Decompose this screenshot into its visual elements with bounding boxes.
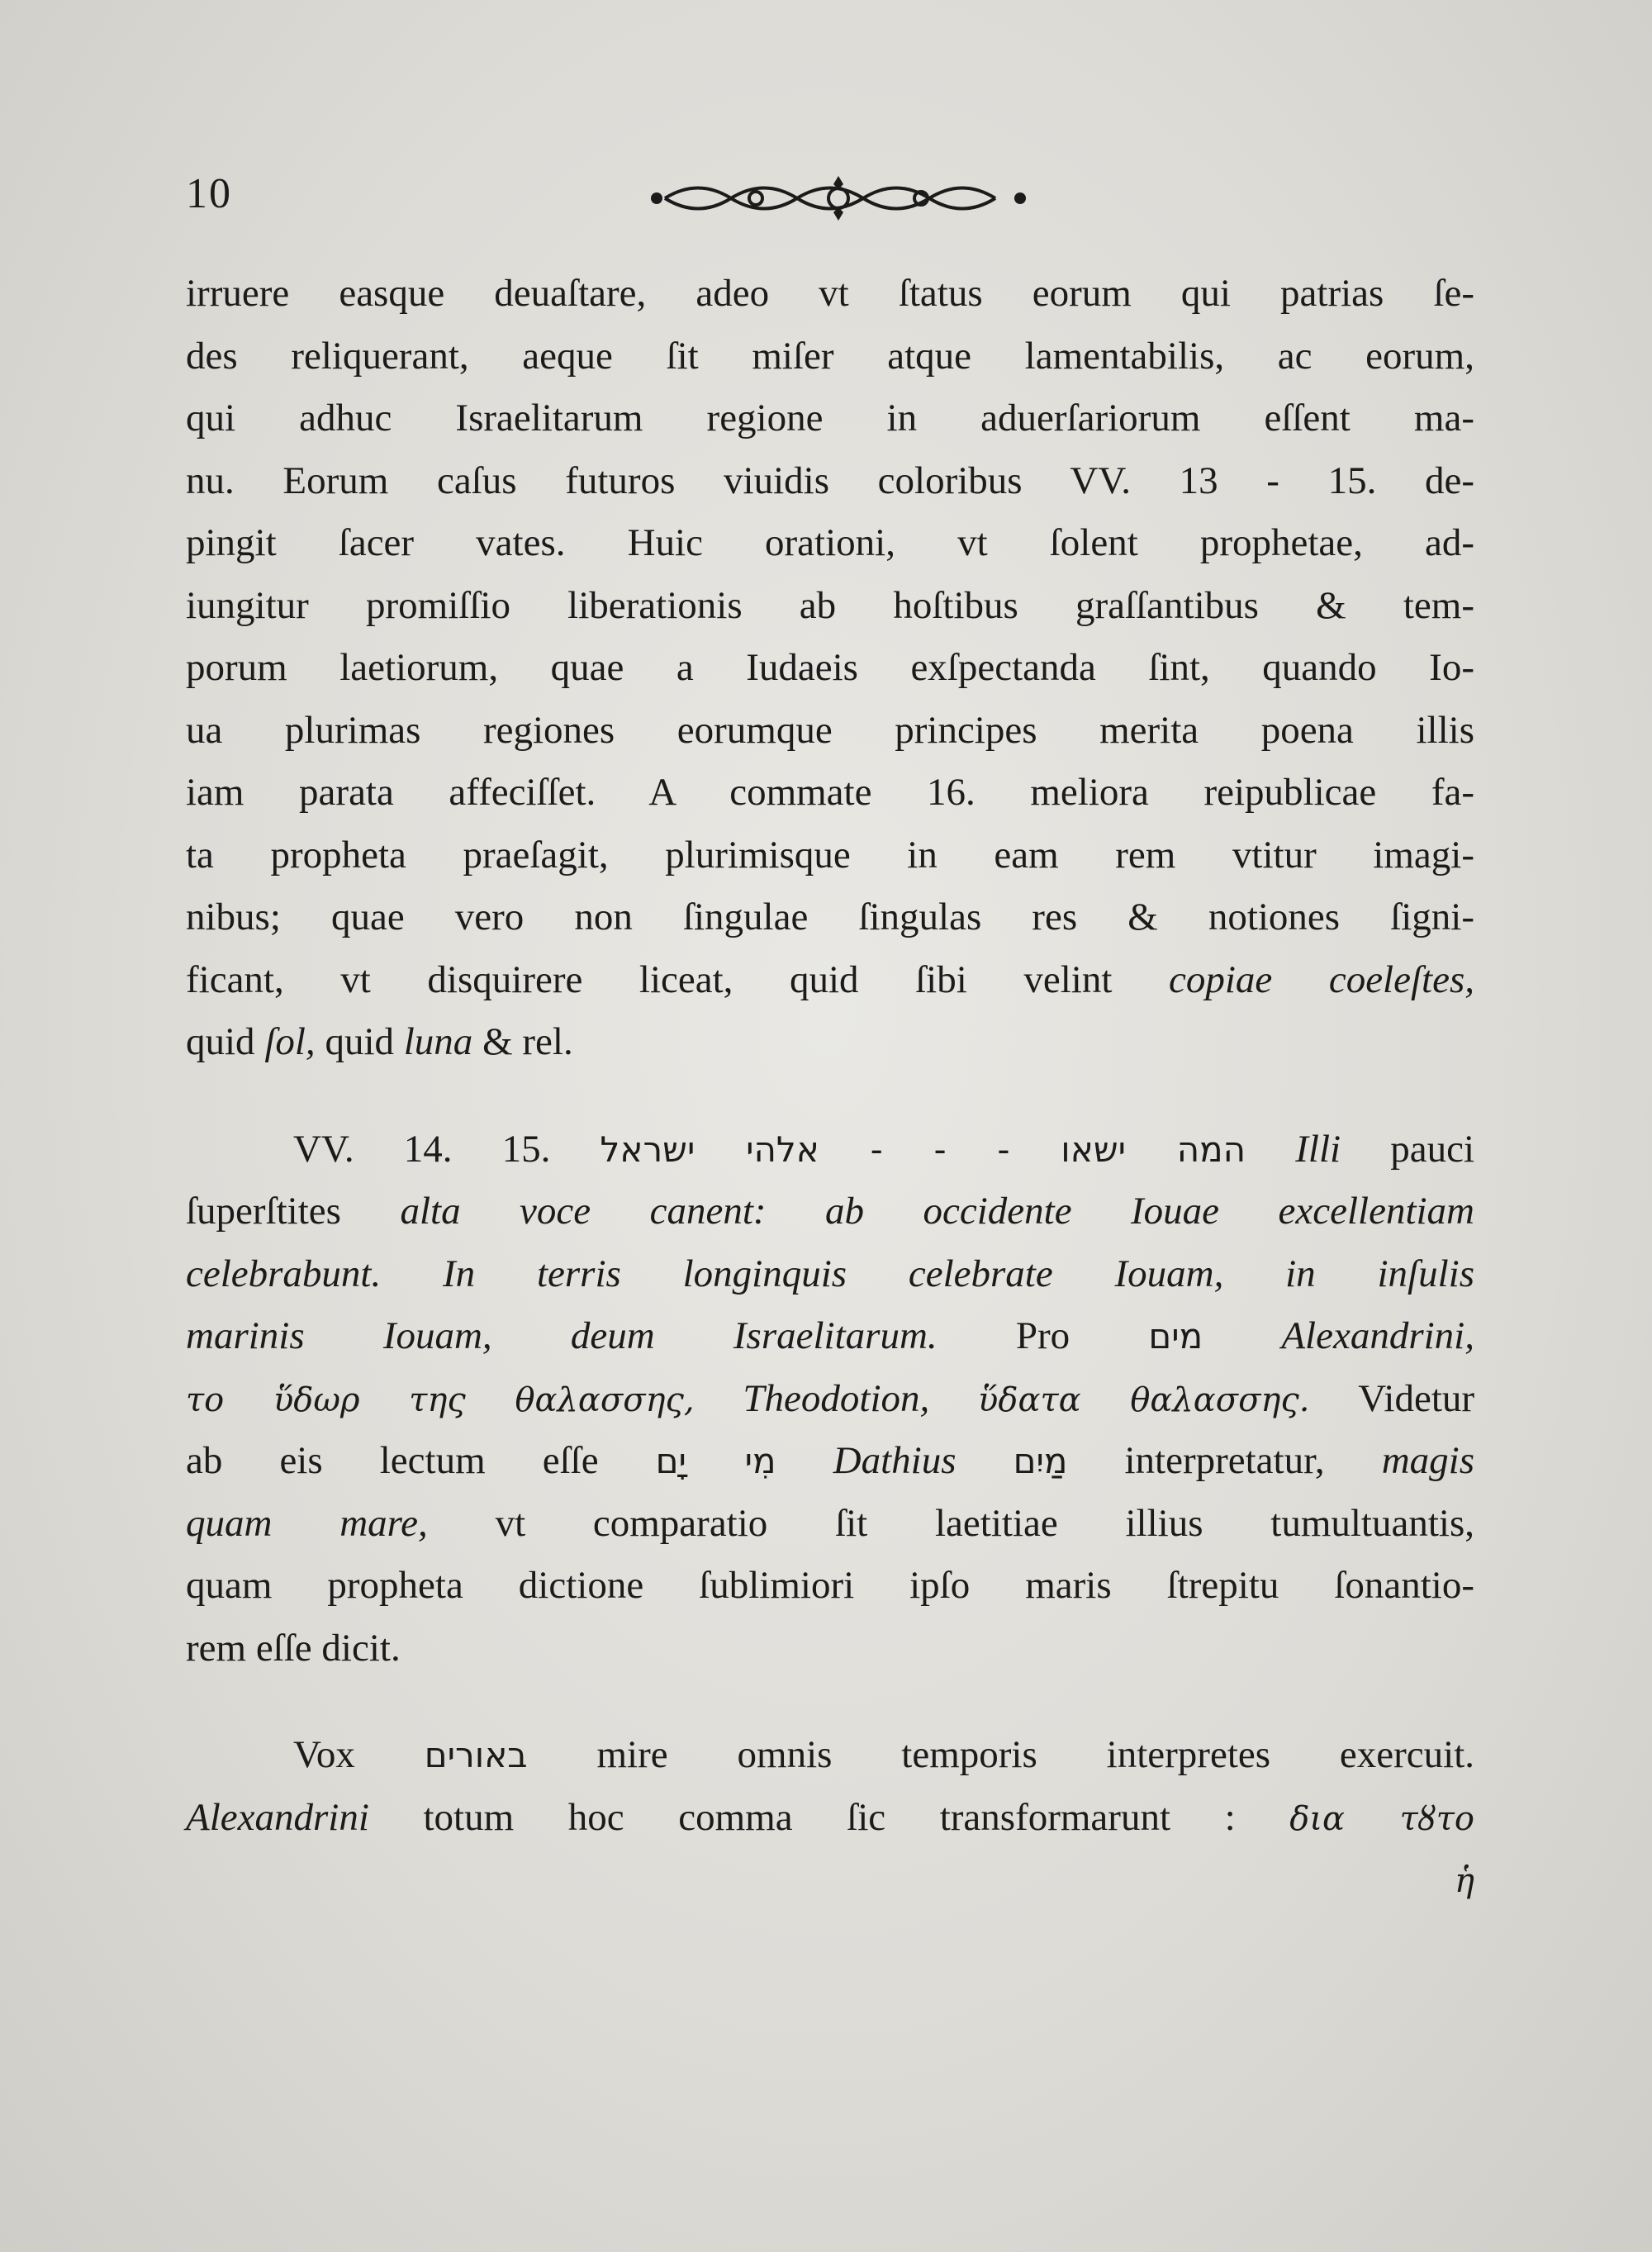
- text-span: vt comparatio ſit laetitiae illius tumultuantis,: [495, 1501, 1475, 1545]
- text-line: quam propheta dictione ſublimiori ipſo maris ſtrepitu ſonantio-: [186, 1564, 1474, 1607]
- italic-term: magis: [1381, 1439, 1475, 1482]
- text-span: quid: [325, 1020, 394, 1063]
- text-span: Vox: [293, 1733, 355, 1776]
- text-line: ua plurimas regiones eorumque principes merita poena illis: [186, 708, 1474, 752]
- italic-term: alta voce canent: ab occidente Iouae excellentiam: [400, 1190, 1474, 1233]
- page-number: 10: [186, 170, 232, 217]
- italic-term: Illi: [1295, 1127, 1341, 1171]
- ornament-icon: [648, 169, 1028, 227]
- italic-term: celebrabunt. In terris longinquis celebrate Iouam, in inſulis: [186, 1252, 1474, 1295]
- italic-term: Dathius: [833, 1439, 957, 1482]
- text-span: quid: [186, 1020, 255, 1063]
- greek-text: το ὕδωρ της θαλασσης,: [186, 1380, 695, 1419]
- text-span: VV. 14. 15.: [293, 1127, 551, 1171]
- text-span: totum hoc comma ſic transformarunt :: [423, 1795, 1236, 1839]
- text-line: [186, 949, 1474, 1012]
- greek-text: ὕδατα θαλασσης.: [978, 1380, 1310, 1419]
- text-span: ab eis lectum eſſe: [186, 1439, 599, 1482]
- text-span: Videtur: [1358, 1376, 1475, 1420]
- italic-term: marinis Iouam, deum Israelitarum.: [186, 1314, 938, 1357]
- text-line: ta propheta praeſagit, plurimisque in eam rem vtitur imagi-: [186, 833, 1474, 877]
- hebrew-text: מִי יָם: [655, 1441, 776, 1481]
- greek-text: δια τȣτο: [1289, 1799, 1475, 1838]
- italic-term: luna: [403, 1020, 473, 1063]
- text-line: nu. Eorum caſus futuros viuidis coloribus VV. 13 - 15. de-: [186, 458, 1474, 502]
- text-line: des reliquerant, aeque ſit miſer atque lamentabilis, ac eorum,: [186, 334, 1474, 378]
- italic-term: quam mare,: [186, 1501, 428, 1545]
- text-line: [186, 1724, 1474, 1787]
- text-span: ficant, vt disquirere liceat, quid ſibi velint: [186, 957, 1113, 1001]
- text-line: iam parata affeciſſet. A commate 16. meliora reipublicae fa-: [186, 771, 1474, 814]
- page-header: [186, 169, 1470, 227]
- text-line: [186, 1119, 1474, 1181]
- text-line: nibus; quae vero non ſingulae ſingulas res & notiones ſigni-: [186, 896, 1474, 938]
- text-line: [186, 1493, 1474, 1556]
- text-line: rem eſſe dicit.: [186, 1626, 401, 1670]
- italic-term: copiae coeleſtes,: [1168, 957, 1474, 1001]
- text-line: [186, 1787, 1474, 1850]
- text-span: pauci: [1390, 1127, 1475, 1171]
- text-line: [186, 1243, 1474, 1306]
- italic-term: Alexandrini,: [1281, 1314, 1474, 1357]
- text-line: porum laetiorum, quae a Iudaeis exſpectanda ſint, quando Io-: [186, 646, 1474, 689]
- text-line: [186, 1430, 1474, 1493]
- text-span: & rel.: [482, 1020, 573, 1063]
- text-line: pingit ſacer vates. Huic orationi, vt ſolent prophetae, ad-: [186, 521, 1474, 564]
- text-line: qui adhuc Israelitarum regione in aduerſariorum eſſent ma-: [186, 397, 1474, 439]
- hebrew-text: מים: [1148, 1316, 1203, 1356]
- text-span: mire omnis temporis interpretes exercuit.: [596, 1733, 1475, 1776]
- hebrew-text: באורים: [424, 1735, 528, 1775]
- text-span: Pro: [1015, 1314, 1070, 1357]
- catchword-line: [186, 1849, 1474, 1912]
- italic-term: Theodotion,: [743, 1376, 930, 1420]
- hebrew-text: המה ישאו - - - אלהי ישראל: [600, 1128, 1246, 1170]
- text-line: [186, 1011, 1474, 1074]
- body-text: [186, 263, 1474, 1912]
- text-line: irruere easque deuaſtare, adeo vt ſtatus eorum qui patrias ſe-: [186, 272, 1474, 315]
- italic-term: Alexandrini: [186, 1795, 369, 1839]
- text-span: ſuperſtites: [186, 1190, 341, 1233]
- text-line: [186, 1181, 1474, 1243]
- text-line: [186, 1368, 1474, 1431]
- text-line: [186, 1305, 1474, 1368]
- text-line: iungitur promiſſio liberationis ab hoſtibus graſſantibus & tem-: [186, 583, 1474, 627]
- hebrew-text: מַיִם: [1013, 1441, 1068, 1481]
- catchword: ἡ: [1455, 1862, 1474, 1900]
- text-span: interpretatur,: [1124, 1439, 1325, 1482]
- italic-term: ſol,: [264, 1020, 316, 1063]
